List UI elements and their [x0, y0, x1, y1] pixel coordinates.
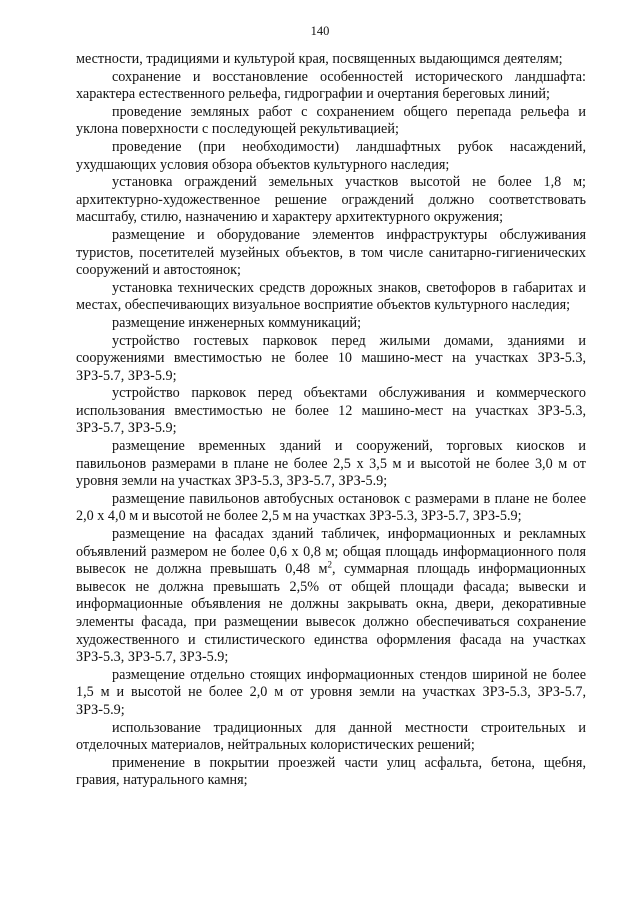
- paragraph: устройство парковок перед объектами обслуживания и коммерческого использования вместимостью не более 12 машино-мест на участках ЗРЗ-5.3, ЗРЗ-5.7, ЗРЗ-5.9;: [76, 385, 586, 437]
- square-meter-superscript: 2: [327, 559, 333, 570]
- paragraph: размещение инженерных коммуникаций;: [112, 314, 362, 331]
- paragraph: размещение отдельно стоящих информационных стендов шириной не более 1,5 м и высотой не более 2,0 м от уровня земли на участках ЗРЗ-5.3, ЗРЗ-5.7, ЗРЗ-5.9;: [76, 666, 586, 718]
- paragraph: размещение павильонов автобусных остановок с размерами в плане не более 2,0 х 4,0 м и высотой не более 2,5 м на участках ЗРЗ-5.3, ЗРЗ-5.7, ЗРЗ-5.9;: [76, 490, 586, 525]
- paragraph: использование традиционных для данной местности строительных и отделочных материалов, нейтральных колористических решений;: [76, 719, 586, 754]
- paragraph: размещение и оборудование элементов инфраструктуры обслуживания туристов, посетителей музейных объектов, в том числе санитарно-гигиенических сооружений и автостоянок;: [76, 226, 586, 279]
- signage-paragraph: [76, 526, 586, 667]
- paragraph: размещение временных зданий и сооружений, торговых киосков и павильонов размерами в плане не более 2,5 х 3,5 м и высотой не более 3,0 м от уровня земли на участках ЗРЗ-5.3, ЗРЗ-5.7, ЗРЗ-5.9;: [76, 438, 586, 490]
- paragraph: устройство гостевых парковок перед жилыми домами, зданиями и сооружениями вместимостью не более 10 машино-мест на участках ЗРЗ-5.3, ЗРЗ-5.7, ЗРЗ-5.9;: [76, 332, 586, 384]
- document-body: [76, 51, 586, 790]
- signage-text-end: , суммарная площадь информационных вывесок не должна превышать 2,5% от общей площади фасада; вывески и информационные объявления не должны закрывать окна, двери, декоративные элементы фасада, при размещении вывесок должно обеспечиваться сохранение художественного и стилистического единства оформления фасада на участках ЗРЗ-5.3, ЗРЗ-5.7, ЗРЗ-5.9;: [76, 561, 586, 666]
- page-number: 140: [310, 24, 330, 38]
- paragraph: установка ограждений земельных участков высотой не более 1,8 м; архитектурно-художественное решение ограждений должно соответствовать масштабу, стилю, назначению и характеру архитектурного окружения;: [76, 174, 586, 226]
- paragraph: проведение земляных работ с сохранением общего перепада рельефа и уклона поверхности с последующей рекультивацией;: [76, 103, 586, 138]
- paragraph: проведение (при необходимости) ландшафтных рубок насаждений, ухудшающих условия обзора объектов культурного наследия;: [76, 138, 586, 173]
- paragraph: применение в покрытии проезжей части улиц асфальта, бетона, щебня, гравия, натурального камня;: [76, 754, 586, 789]
- paragraph: установка технических средств дорожных знаков, светофоров в габаритах и местах, обеспечивающих визуальное восприятие объектов культурного наследия;: [76, 279, 586, 314]
- paragraph: местности, традициями и культурой края, посвященных выдающимся деятелям;: [76, 51, 563, 67]
- signage-text-start: размещение на фасадах зданий табличек, информационных и рекламных объявлений размером не более 0,6 х 0,8 м; общая площадь информационного поля вывесок не должна превышать 0,48 м: [76, 526, 586, 578]
- paragraph: сохранение и восстановление особенностей исторического ландшафта: характера естественного рельефа, гидрографии и очертания береговых линий;: [76, 68, 586, 103]
